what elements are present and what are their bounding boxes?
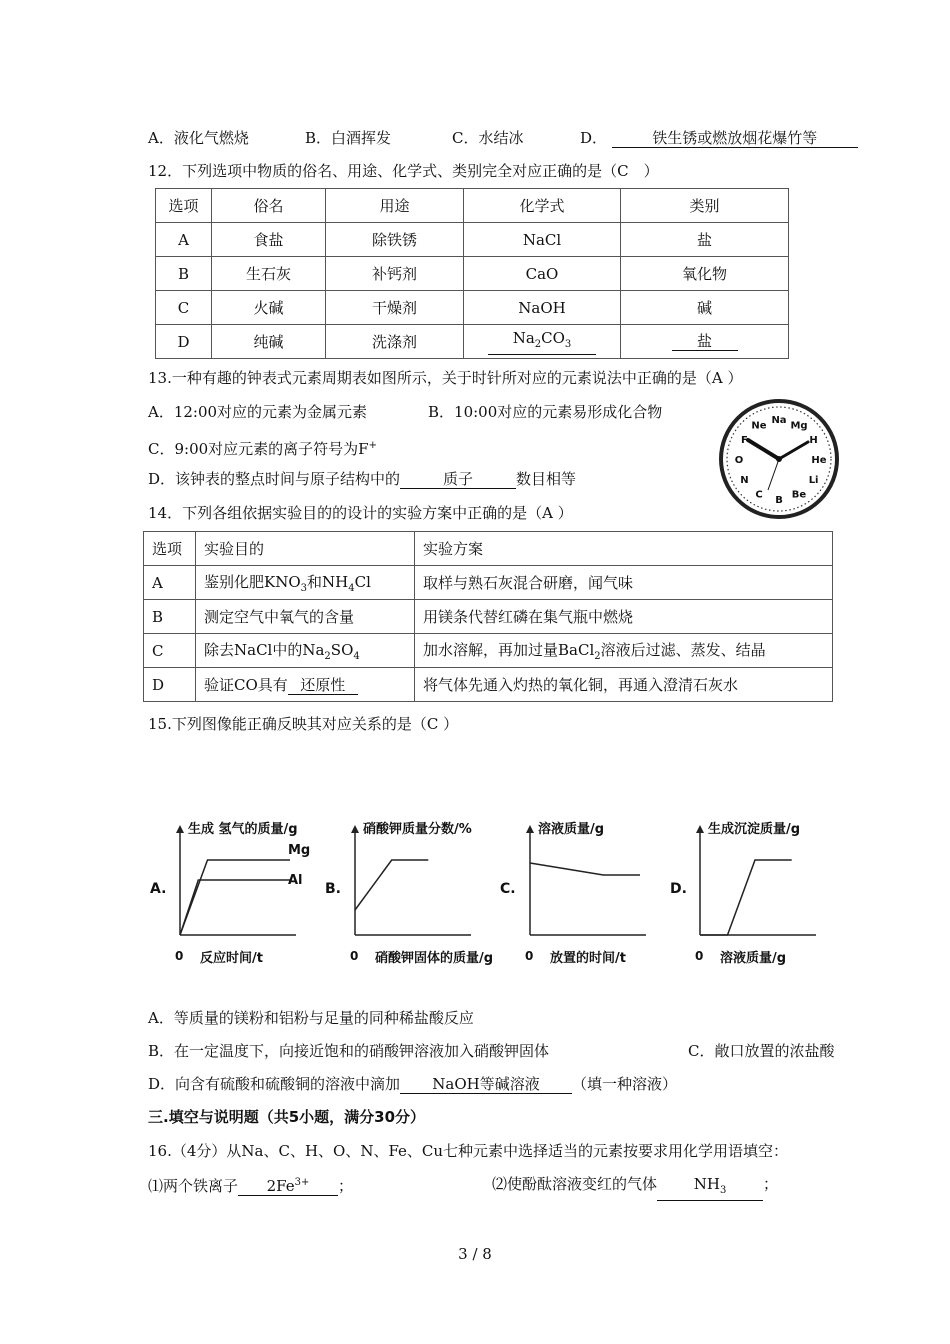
table-cell: 盐 <box>621 223 789 257</box>
table-cell: 验证CO具有 还原性 <box>196 668 415 702</box>
table-row <box>156 257 789 291</box>
header-cell: 类别 <box>621 189 789 223</box>
q15-charts <box>140 815 850 975</box>
clock-element-label: Mg <box>790 420 808 432</box>
header-cell: 俗名 <box>212 189 326 223</box>
table-cell: 干燥剂 <box>326 291 464 325</box>
y-axis-label: 溶液质量/g <box>538 822 605 837</box>
table-cell <box>464 325 621 359</box>
q11-option-d: D． 铁生锈或燃放烟花爆竹等 <box>580 128 858 148</box>
q11-option-b: B．白酒挥发 <box>305 129 392 147</box>
panel-label: D. <box>670 881 687 897</box>
table-header-row <box>144 532 833 566</box>
header-cell: 化学式 <box>464 189 621 223</box>
y-axis-arrow <box>351 825 359 833</box>
x-axis-label: 溶液质量/g <box>720 951 787 966</box>
table-cell: 氧化物 <box>621 257 789 291</box>
q15-option-a: A．等质量的镁粉和铝粉与足量的同种稀盐酸反应 <box>148 1009 474 1027</box>
series-label: Mg <box>288 843 311 858</box>
table-cell: NaCl <box>464 223 621 257</box>
table-row <box>144 634 833 668</box>
q13-stem: 13.一种有趣的钟表式元素周期表如图所示，关于时针所对应的元素说法中正确的是（A ） <box>148 369 743 387</box>
q16-item-2: ⑵使酚酞溶液变红的气体 $NH_3$ ； <box>492 1174 778 1201</box>
panel-label: C. <box>500 881 516 897</box>
table-cell: B <box>144 600 196 634</box>
table-cell: A <box>144 566 196 600</box>
q15-answer: NaOH等碱溶液 <box>400 1075 572 1094</box>
header-cell: 选项 <box>144 532 196 566</box>
table-row <box>144 668 833 702</box>
y-axis-arrow <box>696 825 704 833</box>
q14-table <box>143 531 833 702</box>
q14-answer: 还原性 <box>288 676 358 695</box>
table-cell <box>621 325 789 359</box>
q15-option-b: B．在一定温度下，向接近饱和的硝酸钾溶液加入硝酸钾固体 <box>148 1042 550 1060</box>
origin-label: 0 <box>175 949 184 963</box>
q11-options <box>148 128 249 148</box>
clock-center <box>776 456 782 462</box>
table-header-row <box>156 189 789 223</box>
header-cell: 选项 <box>156 189 212 223</box>
table-cell: 用镁条代替红磷在集气瓶中燃烧 <box>415 600 833 634</box>
table-cell: 生石灰 <box>212 257 326 291</box>
table-cell: D <box>144 668 196 702</box>
q11-option-c: C．水结冰 <box>452 129 524 147</box>
clock-element-label: H <box>809 435 818 446</box>
q12-answer-formula: $Na_2CO_3$ <box>488 329 596 355</box>
x-axis-label: 放置的时间/t <box>550 951 626 966</box>
table-cell: CaO <box>464 257 621 291</box>
origin-label: 0 <box>350 949 359 963</box>
series-line <box>180 860 290 935</box>
clock-element-label: N <box>740 475 749 486</box>
y-axis-label: 硝酸钾质量分数/% <box>363 822 472 837</box>
q13-option-d: D．该钟表的整点时间与原子结构中的 质子 数目相等 <box>148 470 577 488</box>
table-cell: B <box>156 257 212 291</box>
table-cell: 碱 <box>621 291 789 325</box>
q14-stem: 14．下列各组依据实验目的的设计的实验方案中正确的是（A ） <box>148 504 573 522</box>
clock-element-label: B <box>775 495 783 506</box>
table-row <box>144 566 833 600</box>
series-line <box>700 860 792 935</box>
table-cell: 取样与熟石灰混合研磨，闻气味 <box>415 566 833 600</box>
chart-panel <box>670 821 816 966</box>
clock-element-label: He <box>811 455 827 466</box>
clock-element-label: C <box>755 489 763 501</box>
chart-panel <box>325 821 493 966</box>
q16-stem: 16.（4分）从Na、C、H、O、N、Fe、Cu七种元素中选择适当的元素按要求用化学用语填空： <box>148 1142 789 1160</box>
q13-option-a: A．12:00对应的元素为金属元素 <box>148 403 368 421</box>
series-label: Al <box>288 873 303 888</box>
q12-stem: 12．下列选项中物质的俗名、用途、化学式、类别完全对应正确的是（C ） <box>148 162 659 180</box>
clock-periodic-table <box>718 398 840 520</box>
table-cell: 火碱 <box>212 291 326 325</box>
origin-label: 0 <box>525 949 534 963</box>
y-axis-arrow <box>176 825 184 833</box>
header-cell: 实验方案 <box>415 532 833 566</box>
page-number: 3 / 8 <box>458 1245 492 1263</box>
q13-option-b: B．10:00对应的元素易形成化合物 <box>428 403 663 421</box>
clock-element-label: Li <box>808 475 819 486</box>
q11-answer: 铁生锈或燃放烟花爆竹等 <box>612 129 858 148</box>
q11-option-a: A．液化气燃烧 <box>148 129 249 147</box>
series-line <box>355 860 428 910</box>
clock-element-label: Ne <box>751 420 767 432</box>
q15-option-d: D．向含有硫酸和硫酸铜的溶液中滴加 NaOH等碱溶液 （填一种溶液） <box>148 1075 678 1093</box>
table-cell: 除去NaCl中的$Na_2SO_4$ <box>196 634 415 668</box>
x-axis-label: 反应时间/t <box>200 951 263 966</box>
clock-element-label: O <box>734 455 744 466</box>
table-cell: A <box>156 223 212 257</box>
panel-label: B. <box>325 881 341 897</box>
table-cell: 加水溶解，再加过量BaCl$_2$溶液后过滤、蒸发、结晶 <box>415 634 833 668</box>
header-cell: 实验目的 <box>196 532 415 566</box>
table-cell: 测定空气中氧气的含量 <box>196 600 415 634</box>
table-cell: 洗涤剂 <box>326 325 464 359</box>
section-3-title: 三.填空与说明题（共5小题，满分30分） <box>148 1108 426 1126</box>
q13-option-c: C．9:00对应元素的离子符号为F+ <box>148 440 377 458</box>
chart-panel <box>150 821 310 966</box>
table-row <box>156 291 789 325</box>
series-line <box>530 863 640 875</box>
panel-label: A. <box>150 881 167 897</box>
table-row <box>144 600 833 634</box>
y-axis-arrow <box>526 825 534 833</box>
q15-stem: 15.下列图像能正确反映其对应关系的是（C ） <box>148 715 459 733</box>
table-cell: 将气体先通入灼热的氧化铜，再通入澄清石灰水 <box>415 668 833 702</box>
origin-label: 0 <box>695 949 704 963</box>
q12-table <box>155 188 789 359</box>
table-cell: 纯碱 <box>212 325 326 359</box>
q12-answer-category: 盐 <box>672 332 738 351</box>
table-cell: 鉴别化肥$KNO_3$和$NH_4Cl$ <box>196 566 415 600</box>
table-cell: 除铁锈 <box>326 223 464 257</box>
table-cell: NaOH <box>464 291 621 325</box>
y-axis-label: 生成沉淀质量/g <box>708 822 801 837</box>
clock-element-label: F <box>740 435 748 446</box>
q16-answer-2: $NH_3$ <box>657 1175 763 1201</box>
q15-option-c: C．敞口放置的浓盐酸 <box>688 1042 835 1060</box>
q16-item-1: ⑴两个铁离子 $2Fe^{3+}$ ； <box>148 1174 353 1196</box>
table-cell: 食盐 <box>212 223 326 257</box>
table-cell: 补钙剂 <box>326 257 464 291</box>
clock-element-label: Na <box>771 415 787 426</box>
table-cell: D <box>156 325 212 359</box>
chart-panel <box>500 821 646 966</box>
clock-element-label: Be <box>791 489 807 501</box>
q16-answer-1: $2Fe^{3+}$ <box>238 1174 338 1196</box>
header-cell: 用途 <box>326 189 464 223</box>
table-cell: C <box>144 634 196 668</box>
table-row <box>156 223 789 257</box>
table-row <box>156 325 789 359</box>
table-cell: C <box>156 291 212 325</box>
q13-answer: 质子 <box>400 470 516 489</box>
x-axis-label: 硝酸钾固体的质量/g <box>375 951 494 966</box>
y-axis-label: 生成 氢气的质量/g <box>188 822 298 837</box>
